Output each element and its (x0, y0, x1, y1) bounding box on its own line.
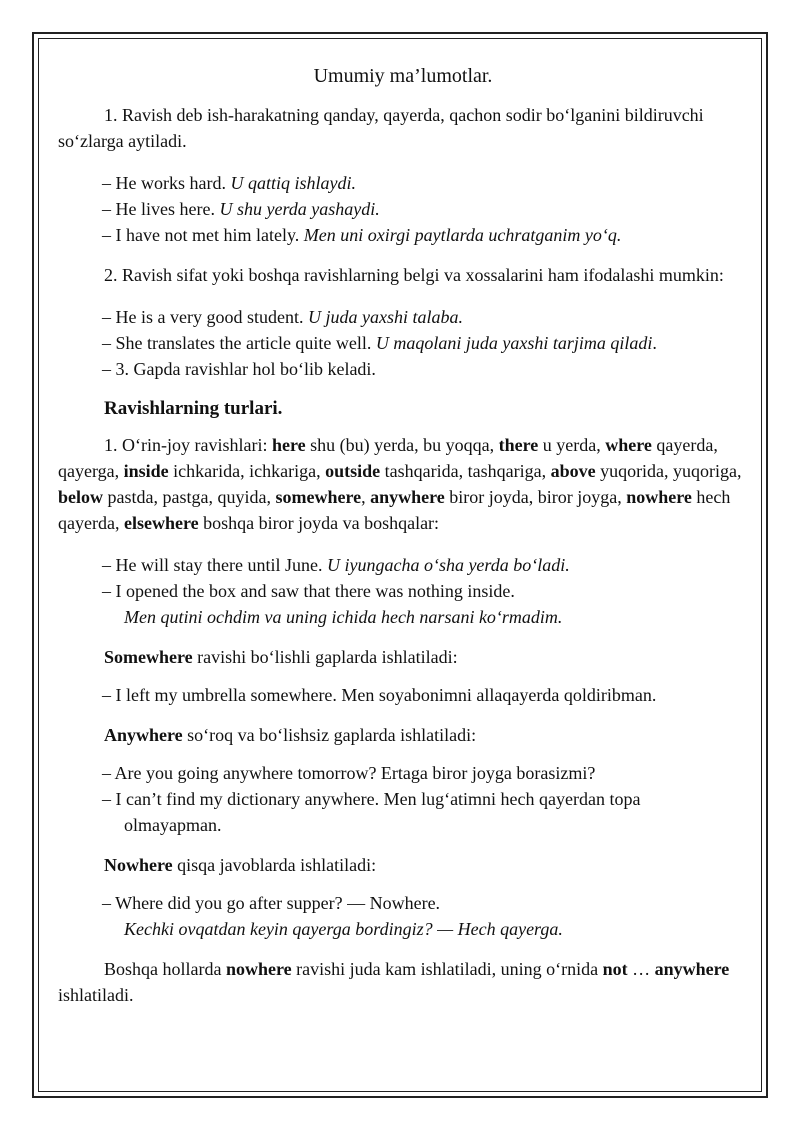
section-heading: Ravishlarning turlari. (104, 398, 283, 419)
example-translation (58, 916, 748, 942)
example-en: – 3. Gapda ravishlar hol bo‘lib keladi. (102, 359, 376, 379)
text-run: ishlatiladi. (58, 985, 134, 1005)
somewhere-rule (58, 644, 748, 670)
example-uz: U shu yerda yashaydi. (219, 199, 380, 219)
example-group-nowhere (58, 890, 748, 942)
example-uz: U maqolani juda yaxshi tarjima qiladi (375, 333, 653, 353)
example-line (58, 356, 748, 382)
keyword: here (271, 435, 306, 455)
example-uz: U iyungacha o‘sha yerda bo‘ladi. (326, 555, 570, 575)
example-line (58, 330, 748, 356)
keyword: there (498, 435, 539, 455)
text-run: boshqa biror joyda va boshqalar: (198, 513, 440, 533)
example-punct: . (652, 333, 657, 353)
example-group-2 (58, 304, 748, 382)
keyword: Anywhere (104, 725, 183, 745)
text-run: biror joyda, biror joyga, (444, 487, 627, 507)
keyword: where (605, 435, 652, 455)
keyword: anywhere (654, 959, 730, 979)
text-run: hech qayerda, (58, 487, 731, 533)
example-continuation: olmayapman. (124, 815, 222, 835)
example-line (58, 552, 748, 578)
keyword: above (550, 461, 596, 481)
paragraph-final (58, 956, 748, 1008)
example-line: – Where did you go after supper? — Nowhere. (102, 893, 441, 913)
example-group-anywhere (58, 760, 748, 838)
example-line (58, 222, 748, 248)
text-run: ravishi juda kam ishlatiladi, uning o‘rnida (291, 959, 603, 979)
example-en: – He is a very good student. (102, 307, 308, 327)
example-en: – She translates the article quite well. (102, 333, 376, 353)
keyword: not (602, 959, 628, 979)
anywhere-rule (58, 722, 748, 748)
document-body (58, 62, 748, 1024)
keyword: nowhere (225, 959, 292, 979)
nowhere-rule (58, 852, 748, 878)
text-run: … (627, 959, 655, 979)
rule-text: so‘roq va bo‘lishsiz gaplarda ishlatiladi: (182, 725, 477, 745)
page-title: Umumiy ma’lumotlar. (313, 65, 493, 87)
example-group-somewhere (58, 682, 748, 708)
text-run: ichkarida, ichkariga, (168, 461, 326, 481)
example-line (58, 196, 748, 222)
example-en: – He works hard. (102, 173, 231, 193)
keyword: Nowhere (104, 855, 173, 875)
keyword: outside (325, 461, 381, 481)
keyword: below (58, 487, 103, 507)
text-run: , (361, 487, 371, 507)
example-line (58, 578, 748, 604)
keyword: anywhere (370, 487, 445, 507)
text-run: yuqorida, yuqoriga, (595, 461, 742, 481)
keyword: Somewhere (104, 647, 193, 667)
example-translation (58, 604, 748, 630)
paragraph-1: 1. Ravish deb ish-harakatning qanday, qayerda, qachon sodir bo‘lganini bildiruvchi so‘zlarga aytiladi. (58, 105, 704, 151)
rule-text: ravishi bo‘lishli gaplarda ishlatiladi: (192, 647, 458, 667)
example-group-1 (58, 170, 748, 248)
example-line (58, 170, 748, 196)
example-uz: Men qutini ochdim va uning ichida hech narsani ko‘rmadim. (124, 607, 563, 627)
keyword: elsewhere (123, 513, 199, 533)
keyword: nowhere (626, 487, 692, 507)
rule-text: qisqa javoblarda ishlatiladi: (172, 855, 377, 875)
example-group-3 (58, 552, 748, 630)
example-uz: U qattiq ishlaydi. (230, 173, 356, 193)
text-run: shu (bu) yerda, bu yoqqa, (305, 435, 499, 455)
text-run: qayerda, qayerga, (58, 435, 718, 481)
example-en: – He lives here. (102, 199, 220, 219)
example-en: – I have not met him lately. (102, 225, 304, 245)
paragraph-2: 2. Ravish sifat yoki boshqa ravishlarning belgi va xossalarini ham ifodalashi mumkin: (104, 265, 724, 285)
keyword: inside (123, 461, 169, 481)
example-uz: Men uni oxirgi paytlarda uchratganim yo‘q. (303, 225, 622, 245)
example-uz: Kechki ovqatdan keyin qayerga bordingiz? — Hech qayerga. (124, 919, 563, 939)
text-run: Boshqa hollarda (104, 959, 226, 979)
text-run: tashqarida, tashqariga, (380, 461, 551, 481)
example-line: – I can’t find my dictionary anywhere. Men lug‘atimni hech qayerdan topa (102, 789, 641, 809)
keyword: somewhere (275, 487, 362, 507)
example-line: – I left my umbrella somewhere. Men soyabonimni allaqayerda qoldiribman. (102, 685, 657, 705)
example-line (58, 304, 748, 330)
example-line: – Are you going anywhere tomorrow? Ertaga biror joyga borasizmi? (102, 763, 596, 783)
paragraph-3 (58, 432, 748, 536)
text-run: pastda, pastga, quyida, (103, 487, 276, 507)
text-run: u yerda, (538, 435, 606, 455)
example-en: – I opened the box and saw that there was nothing inside. (102, 581, 515, 601)
example-uz: U juda yaxshi talaba. (307, 307, 463, 327)
text-run: 1. O‘rin-joy ravishlari: (104, 435, 272, 455)
example-en: – He will stay there until June. (102, 555, 327, 575)
